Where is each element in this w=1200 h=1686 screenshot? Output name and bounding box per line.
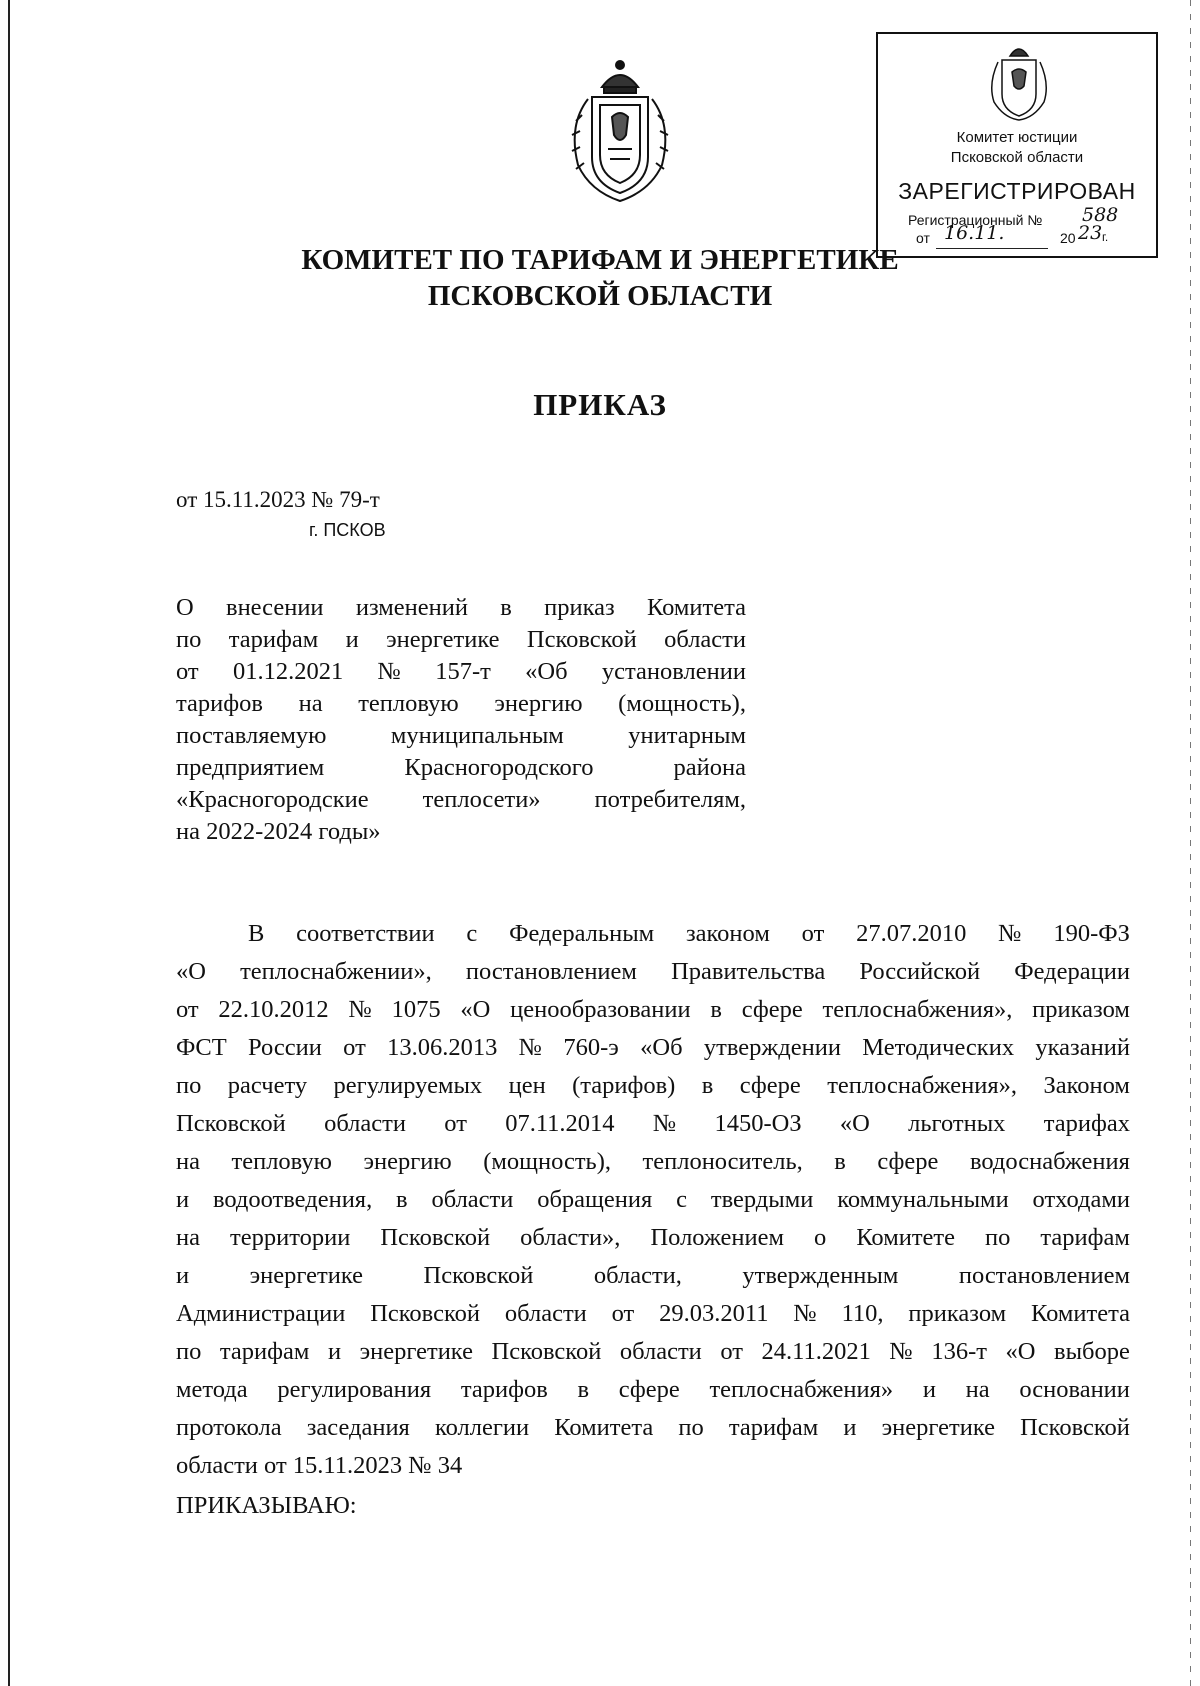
stamp-reg-number: 588 [1082,204,1119,226]
body-line: Администрации Псковской области от 29.03.2011 № 110, приказом Комитета [176,1300,1130,1327]
stamp-date-prefix: от [916,230,930,246]
subject-line: «Красногородские теплосети» потребителям, [176,786,746,813]
org-title-line2: ПСКОВСКОЙ ОБЛАСТИ [427,280,773,312]
subject-line: предприятием Красногородского района [176,754,746,781]
body-line: ФСТ России от 13.06.2013 № 760-э «Об утверждении Методических указаний [176,1034,1130,1061]
stamp-year-prefix: 20 [1060,230,1076,246]
body-line: «О теплоснабжении», постановлением Правительства Российской Федерации [176,958,1130,985]
subject-line: О внесении изменений в приказ Комитета [176,594,746,621]
coat-of-arms-emblem [560,55,680,205]
body-line: Псковской области от 07.11.2014 № 1450-ОЗ «О льготных тарифах [176,1110,1130,1137]
subject-line-last: на 2022-2024 годы» [176,818,381,845]
body-line: и энергетике Псковской области, утвержденным постановлением [176,1262,1130,1289]
body-line: на тепловую энергию (мощность), теплоноситель, в сфере водоснабжения [176,1148,1130,1175]
body-line: по тарифам и энергетике Псковской области от 24.11.2021 № 136-т «О выборе [176,1338,1130,1365]
body-line: от 22.10.2012 № 1075 «О ценообразовании в сфере теплоснабжения», приказом [176,996,1130,1023]
stamp-org-line1: Комитет юстиции [956,129,1078,146]
body-line: В соответствии с Федеральным законом от 27.07.2010 № 190-ФЗ [248,920,1130,947]
body-line: протокола заседания коллегии Комитета по тарифам и энергетике Псковской [176,1414,1130,1441]
stamp-year-suffix: 23 [1078,222,1103,244]
stamp-reg-label: Регистрационный № [908,212,1043,228]
subject-line: от 01.12.2021 № 157-т «Об установлении [176,658,746,685]
subject-line: поставляемую муниципальным унитарным [176,722,746,749]
body-line: по расчету регулируемых цен (тарифов) в сфере теплоснабжения», Законом [176,1072,1130,1099]
registration-stamp [876,32,1158,258]
document-city: г. ПСКОВ [309,520,386,540]
document-type-heading: ПРИКАЗ [533,387,667,422]
order-word: ПРИКАЗЫВАЮ: [176,1492,357,1519]
stamp-status: ЗАРЕГИСТРИРОВАН [898,178,1136,204]
body-line-last: области от 15.11.2023 № 34 [176,1452,463,1479]
document-date-number: от 15.11.2023 № 79-т [176,487,380,512]
stamp-emblem-icon [986,40,1052,122]
stamp-date-suffix: г. [1102,230,1109,244]
stamp-org-line2: Псковской области [950,149,1084,166]
subject-line: по тарифам и энергетике Псковской области [176,626,746,653]
body-line: метода регулирования тарифов в сфере теплоснабжения» и на основании [176,1376,1130,1403]
body-line: и водоотведения, в области обращения с твердыми коммунальными отходами [176,1186,1130,1213]
org-title-line1: КОМИТЕТ ПО ТАРИФАМ И ЭНЕРГЕТИКЕ [301,244,899,276]
subject-line: тарифов на тепловую энергию (мощность), [176,690,746,717]
body-line: на территории Псковской области», Положением о Комитете по тарифам [176,1224,1130,1251]
stamp-date-day-month: 16.11. [944,222,1005,244]
